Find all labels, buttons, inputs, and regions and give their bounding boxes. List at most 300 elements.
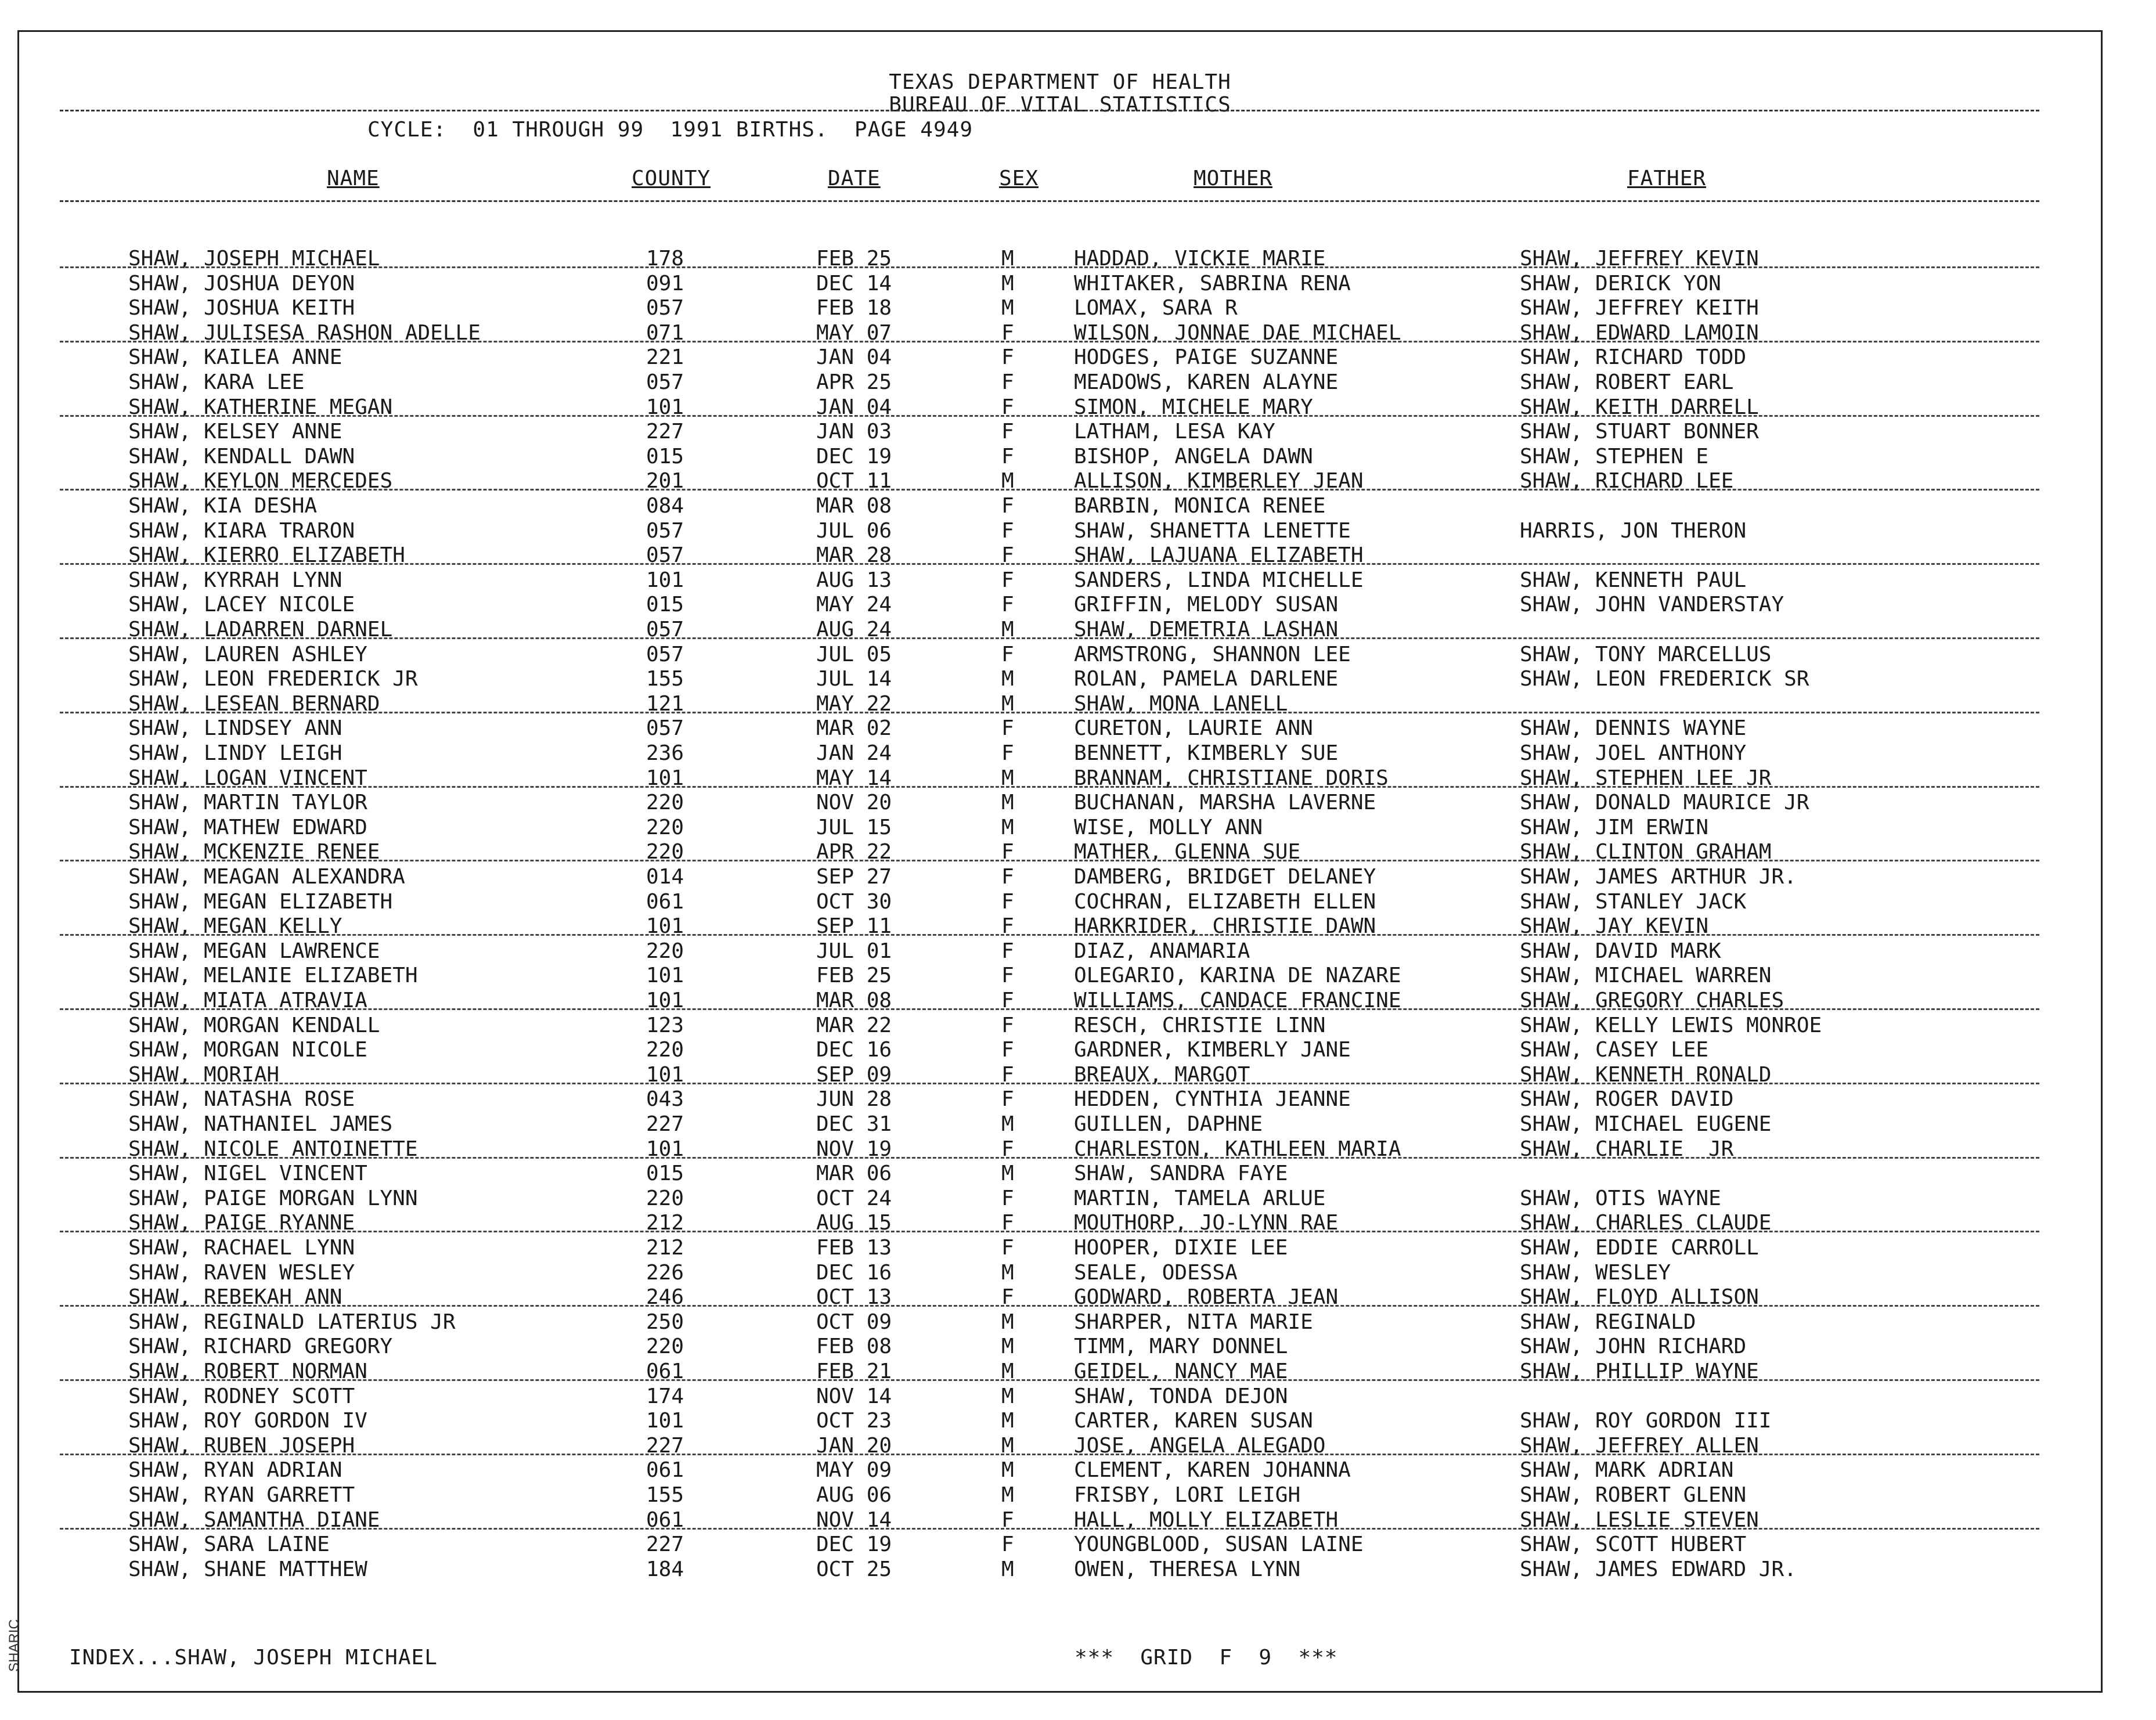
cell-county: 057 <box>646 618 684 641</box>
cell-name: SHAW, PAIGE MORGAN LYNN <box>128 1186 418 1210</box>
cell-sex: M <box>1001 791 1014 815</box>
cell-father: SHAW, JOEL ANTHONY <box>1520 741 1747 765</box>
cell-date: DEC 16 <box>816 1038 892 1062</box>
cell-name: SHAW, MARTIN TAYLOR <box>128 791 367 815</box>
cell-name: SHAW, SARA LAINE <box>128 1533 330 1557</box>
cell-county: 057 <box>646 370 684 394</box>
cell-mother: BRANNAM, CHRISTIANE DORIS <box>1074 766 1389 790</box>
cell-sex: M <box>1001 1360 1014 1383</box>
cell-mother: HOOPER, DIXIE LEE <box>1074 1236 1288 1260</box>
cell-name: SHAW, RACHAEL LYNN <box>128 1236 355 1260</box>
cell-mother: WISE, MOLLY ANN <box>1074 815 1263 839</box>
cell-father: SHAW, MARK ADRIAN <box>1520 1458 1734 1483</box>
cell-county: 236 <box>646 741 684 765</box>
cell-father: SHAW, LESLIE STEVEN <box>1520 1508 1759 1532</box>
table-row <box>19 1384 2101 1409</box>
cell-name: SHAW, KIARA TRARON <box>128 518 355 543</box>
cell-father: SHAW, JIM ERWIN <box>1520 815 1709 839</box>
table-row <box>19 964 2101 989</box>
cell-father: SHAW, CHARLIE JR <box>1520 1137 1734 1161</box>
table-row <box>19 741 2101 766</box>
cell-name: SHAW, KATHERINE MEGAN <box>128 395 393 419</box>
cell-mother: MOUTHORP, JO-LYNN RAE <box>1074 1211 1339 1235</box>
cell-sex: M <box>1001 247 1014 271</box>
cell-date: NOV 14 <box>816 1508 892 1532</box>
cell-name: SHAW, MELANIE ELIZABETH <box>128 964 418 988</box>
cell-county: 201 <box>646 469 684 493</box>
table-row <box>19 1360 2101 1384</box>
cell-mother: CARTER, KAREN SUSAN <box>1074 1409 1313 1433</box>
table-row <box>19 568 2101 593</box>
cell-sex: M <box>1001 1335 1014 1359</box>
table-row <box>19 1434 2101 1459</box>
table-row <box>19 1310 2101 1335</box>
cell-county: 057 <box>646 716 684 741</box>
cell-mother: DAMBERG, BRIDGET DELANEY <box>1074 865 1376 889</box>
cell-mother: SIMON, MICHELE MARY <box>1074 395 1313 419</box>
cell-sex: F <box>1001 568 1014 592</box>
cell-name: SHAW, NATASHA ROSE <box>128 1087 355 1112</box>
cell-sex: M <box>1001 1433 1014 1458</box>
cell-father: SHAW, LEON FREDERICK SR <box>1520 667 1809 691</box>
table-row <box>19 469 2101 494</box>
cell-date: SEP 09 <box>816 1062 892 1087</box>
cell-mother: DIAZ, ANAMARIA <box>1074 939 1250 963</box>
cell-name: SHAW, MCKENZIE RENEE <box>128 840 380 864</box>
cell-mother: MARTIN, TAMELA ARLUE <box>1074 1186 1326 1210</box>
cell-county: 071 <box>646 320 684 345</box>
cell-date: OCT 23 <box>816 1409 892 1433</box>
cell-mother: COCHRAN, ELIZABETH ELLEN <box>1074 889 1376 914</box>
cell-mother: GEIDEL, NANCY MAE <box>1074 1360 1288 1383</box>
index-footer: INDEX...SHAW, JOSEPH MICHAEL <box>69 1646 438 1669</box>
table-row <box>19 1014 2101 1039</box>
cell-mother: MEADOWS, KAREN ALAYNE <box>1074 370 1339 394</box>
cell-county: 101 <box>646 568 684 592</box>
cell-sex: M <box>1001 1557 1014 1581</box>
cell-sex: F <box>1001 741 1014 765</box>
cell-name: SHAW, NIGEL VINCENT <box>128 1162 367 1186</box>
cell-date: DEC 16 <box>816 1260 892 1285</box>
cell-father: SHAW, MICHAEL EUGENE <box>1520 1112 1772 1136</box>
table-row <box>19 1063 2101 1088</box>
cell-father: HARRIS, JON THERON <box>1520 518 1747 543</box>
cell-sex: F <box>1001 1137 1014 1161</box>
cell-mother: WILSON, JONNAE DAE MICHAEL <box>1074 320 1401 345</box>
cell-father: SHAW, WESLEY <box>1520 1260 1671 1285</box>
cell-mother: WILLIAMS, CANDACE FRANCINE <box>1074 989 1401 1012</box>
table-row <box>19 519 2101 544</box>
cell-father: SHAW, RICHARD TODD <box>1520 345 1747 370</box>
cell-county: 061 <box>646 889 684 914</box>
table-row <box>19 643 2101 668</box>
cell-county: 220 <box>646 1038 684 1062</box>
cell-date: MAY 14 <box>816 766 892 790</box>
table-row <box>19 1409 2101 1434</box>
grid-footer: *** GRID F 9 *** <box>1075 1646 1338 1669</box>
cell-sex: F <box>1001 1087 1014 1112</box>
cell-county: 061 <box>646 1458 684 1483</box>
cell-name: SHAW, LEON FREDERICK JR <box>128 667 418 691</box>
cell-county: 227 <box>646 1112 684 1136</box>
cell-father: SHAW, STEPHEN E <box>1520 444 1709 468</box>
cell-name: SHAW, MORIAH <box>128 1062 280 1087</box>
cell-county: 221 <box>646 345 684 370</box>
table-row <box>19 420 2101 445</box>
header-rule <box>60 200 2039 202</box>
cell-sex: F <box>1001 494 1014 518</box>
cell-mother: SHAW, SHANETTA LENETTE <box>1074 518 1351 543</box>
table-row <box>19 1285 2101 1310</box>
cell-mother: SHAW, LAJUANA ELIZABETH <box>1074 543 1364 568</box>
cell-mother: GARDNER, KIMBERLY JANE <box>1074 1038 1351 1062</box>
cell-name: SHAW, JULISESA RASHON ADELLE <box>128 320 481 345</box>
cell-date: NOV 20 <box>816 791 892 815</box>
cell-county: 101 <box>646 1137 684 1161</box>
cell-mother: LOMAX, SARA R <box>1074 296 1238 320</box>
cell-father: SHAW, JEFFREY KEITH <box>1520 296 1759 320</box>
cell-date: AUG 24 <box>816 618 892 641</box>
cell-date: FEB 25 <box>816 247 892 271</box>
cell-name: SHAW, RICHARD GREGORY <box>128 1335 393 1359</box>
cell-county: 174 <box>646 1384 684 1408</box>
cell-sex: F <box>1001 1211 1014 1235</box>
cell-name: SHAW, ROBERT NORMAN <box>128 1360 367 1383</box>
cell-date: JAN 04 <box>816 395 892 419</box>
cell-name: SHAW, LAUREN ASHLEY <box>128 642 367 666</box>
cell-mother: SANDERS, LINDA MICHELLE <box>1074 568 1364 592</box>
cell-name: SHAW, KIERRO ELIZABETH <box>128 543 405 568</box>
cell-sex: F <box>1001 345 1014 370</box>
cell-sex: M <box>1001 1112 1014 1136</box>
cell-date: MAY 24 <box>816 593 892 617</box>
cell-name: SHAW, KYRRAH LYNN <box>128 568 342 592</box>
table-row <box>19 791 2101 816</box>
table-row <box>19 716 2101 741</box>
cell-date: JUL 06 <box>816 518 892 543</box>
cell-name: SHAW, KELSEY ANNE <box>128 420 342 444</box>
cell-mother: SHAW, TONDA DEJON <box>1074 1384 1288 1408</box>
cell-name: SHAW, RYAN ADRIAN <box>128 1458 342 1483</box>
table-row <box>19 395 2101 420</box>
cell-date: JAN 04 <box>816 345 892 370</box>
cell-name: SHAW, KEYLON MERCEDES <box>128 469 393 493</box>
column-header-mother: MOTHER <box>1194 167 1273 190</box>
cell-father: SHAW, STEPHEN LEE JR <box>1520 766 1772 790</box>
cell-date: JAN 24 <box>816 741 892 765</box>
cell-date: DEC 19 <box>816 1533 892 1557</box>
cell-date: OCT 13 <box>816 1285 892 1310</box>
cell-county: 015 <box>646 1162 684 1186</box>
cell-father: SHAW, STANLEY JACK <box>1520 889 1747 914</box>
cell-county: 220 <box>646 1335 684 1359</box>
cell-name: SHAW, MEGAN LAWRENCE <box>128 939 380 963</box>
cell-county: 061 <box>646 1508 684 1532</box>
table-row <box>19 370 2101 395</box>
cell-name: SHAW, LINDSEY ANN <box>128 716 342 741</box>
cell-county: 227 <box>646 1433 684 1458</box>
cell-father: SHAW, TONY MARCELLUS <box>1520 642 1772 666</box>
cell-father: SHAW, EDWARD LAMOIN <box>1520 320 1759 345</box>
cell-county: 155 <box>646 667 684 691</box>
table-row <box>19 1533 2101 1557</box>
cell-date: JUL 01 <box>816 939 892 963</box>
cell-sex: M <box>1001 1483 1014 1507</box>
table-row <box>19 445 2101 470</box>
cell-father: SHAW, ROBERT EARL <box>1520 370 1734 394</box>
cell-county: 123 <box>646 1013 684 1037</box>
cell-name: SHAW, PAIGE RYANNE <box>128 1211 355 1235</box>
cell-county: 014 <box>646 865 684 889</box>
table-row <box>19 989 2101 1014</box>
cell-sex: F <box>1001 716 1014 741</box>
table-row <box>19 667 2101 692</box>
cell-sex: F <box>1001 1062 1014 1087</box>
cell-date: NOV 14 <box>816 1384 892 1408</box>
cell-date: SEP 11 <box>816 914 892 939</box>
cell-father: SHAW, JOHN VANDERSTAY <box>1520 593 1784 617</box>
cell-sex: F <box>1001 1236 1014 1260</box>
cell-date: NOV 19 <box>816 1137 892 1161</box>
cell-date: JUN 28 <box>816 1087 892 1112</box>
cell-father: SHAW, KENNETH RONALD <box>1520 1062 1772 1087</box>
cell-mother: HEDDEN, CYNTHIA JEANNE <box>1074 1087 1351 1112</box>
cell-name: SHAW, JOSHUA DEYON <box>128 271 355 295</box>
cell-county: 057 <box>646 642 684 666</box>
table-row <box>19 1112 2101 1137</box>
cell-date: FEB 21 <box>816 1360 892 1383</box>
cell-father: SHAW, STUART BONNER <box>1520 420 1759 444</box>
cell-county: 220 <box>646 1186 684 1210</box>
cell-county: 246 <box>646 1285 684 1310</box>
cell-mother: FRISBY, LORI LEIGH <box>1074 1483 1301 1507</box>
cell-county: 101 <box>646 1062 684 1087</box>
cell-sex: F <box>1001 989 1014 1012</box>
cell-date: MAR 08 <box>816 494 892 518</box>
cell-sex: M <box>1001 1310 1014 1334</box>
table-row <box>19 1261 2101 1286</box>
cell-sex: F <box>1001 914 1014 939</box>
cell-name: SHAW, RUBEN JOSEPH <box>128 1433 355 1458</box>
cell-sex: F <box>1001 1013 1014 1037</box>
cell-county: 155 <box>646 1483 684 1507</box>
cell-father: SHAW, DONALD MAURICE JR <box>1520 791 1809 815</box>
cell-father: SHAW, JOHN RICHARD <box>1520 1335 1747 1359</box>
column-header-county: COUNTY <box>632 167 711 190</box>
cell-mother: GUILLEN, DAPHNE <box>1074 1112 1263 1136</box>
cell-date: OCT 09 <box>816 1310 892 1334</box>
cell-sex: F <box>1001 1533 1014 1557</box>
cell-mother: MATHER, GLENNA SUE <box>1074 840 1301 864</box>
cell-date: FEB 25 <box>816 964 892 988</box>
cell-date: MAR 22 <box>816 1013 892 1037</box>
cell-county: 057 <box>646 543 684 568</box>
cell-date: MAY 09 <box>816 1458 892 1483</box>
cell-mother: BUCHANAN, MARSHA LAVERNE <box>1074 791 1376 815</box>
cell-county: 220 <box>646 815 684 839</box>
cell-name: SHAW, MATHEW EDWARD <box>128 815 367 839</box>
cell-county: 015 <box>646 593 684 617</box>
cell-father: SHAW, DERICK YON <box>1520 271 1721 295</box>
table-row <box>19 618 2101 643</box>
cell-county: 101 <box>646 1409 684 1433</box>
cell-mother: SHAW, MONA LANELL <box>1074 691 1288 716</box>
table-row <box>19 1335 2101 1360</box>
cell-name: SHAW, MEGAN ELIZABETH <box>128 889 393 914</box>
cell-date: MAR 08 <box>816 989 892 1012</box>
cell-father: SHAW, ROY GORDON III <box>1520 1409 1772 1433</box>
cell-date: SEP 27 <box>816 865 892 889</box>
cell-sex: M <box>1001 1409 1014 1433</box>
cell-name: SHAW, NICOLE ANTOINETTE <box>128 1137 418 1161</box>
birth-index-page <box>6 30 2103 1693</box>
cell-county: 220 <box>646 791 684 815</box>
table-row <box>19 543 2101 568</box>
agency-title: TEXAS DEPARTMENT OF HEALTH <box>889 70 1231 94</box>
cell-date: FEB 13 <box>816 1236 892 1260</box>
cell-father: SHAW, JEFFREY ALLEN <box>1520 1433 1759 1458</box>
table-row <box>19 939 2101 964</box>
cell-father: SHAW, EDDIE CARROLL <box>1520 1236 1759 1260</box>
cell-date: APR 25 <box>816 370 892 394</box>
cell-sex: M <box>1001 1260 1014 1285</box>
table-row <box>19 1162 2101 1187</box>
cell-name: SHAW, SHANE MATTHEW <box>128 1557 367 1581</box>
column-header-date: DATE <box>828 167 881 190</box>
table-row <box>19 816 2101 841</box>
cell-mother: WHITAKER, SABRINA RENA <box>1074 271 1351 295</box>
cell-date: JUL 15 <box>816 815 892 839</box>
cell-name: SHAW, SAMANTHA DIANE <box>128 1508 380 1532</box>
cell-date: JUL 14 <box>816 667 892 691</box>
cell-name: SHAW, LINDY LEIGH <box>128 741 342 765</box>
cell-county: 101 <box>646 766 684 790</box>
cell-mother: RESCH, CHRISTIE LINN <box>1074 1013 1326 1037</box>
table-row <box>19 1508 2101 1533</box>
cell-mother: TIMM, MARY DONNEL <box>1074 1335 1288 1359</box>
column-header-name: NAME <box>327 167 380 190</box>
cell-county: 212 <box>646 1211 684 1235</box>
cell-sex: M <box>1001 271 1014 295</box>
cell-name: SHAW, MORGAN KENDALL <box>128 1013 380 1037</box>
cell-county: 015 <box>646 444 684 468</box>
cell-father: SHAW, DENNIS WAYNE <box>1520 716 1747 741</box>
cell-county: 101 <box>646 914 684 939</box>
cell-date: MAR 06 <box>816 1162 892 1186</box>
cell-mother: BARBIN, MONICA RENEE <box>1074 494 1326 518</box>
cell-date: AUG 15 <box>816 1211 892 1235</box>
cell-mother: CHARLESTON, KATHLEEN MARIA <box>1074 1137 1401 1161</box>
cell-mother: ARMSTRONG, SHANNON LEE <box>1074 642 1351 666</box>
cell-sex: F <box>1001 840 1014 864</box>
cell-name: SHAW, LESEAN BERNARD <box>128 691 380 716</box>
cell-sex: F <box>1001 518 1014 543</box>
table-row <box>19 1187 2101 1211</box>
cell-date: FEB 08 <box>816 1335 892 1359</box>
cell-mother: HODGES, PAIGE SUZANNE <box>1074 345 1339 370</box>
cell-sex: M <box>1001 667 1014 691</box>
cell-county: 043 <box>646 1087 684 1112</box>
cell-sex: F <box>1001 1508 1014 1532</box>
cell-name: SHAW, KARA LEE <box>128 370 305 394</box>
table-row <box>19 692 2101 717</box>
cell-sex: F <box>1001 964 1014 988</box>
cell-name: SHAW, RODNEY SCOTT <box>128 1384 355 1408</box>
cell-county: 101 <box>646 964 684 988</box>
cell-father: SHAW, DAVID MARK <box>1520 939 1721 963</box>
cell-sex: M <box>1001 296 1014 320</box>
cell-sex: F <box>1001 543 1014 568</box>
table-row <box>19 272 2101 297</box>
cell-father: SHAW, KENNETH PAUL <box>1520 568 1747 592</box>
cell-county: 220 <box>646 939 684 963</box>
cell-father: SHAW, JAMES ARTHUR JR. <box>1520 865 1797 889</box>
table-row <box>19 766 2101 791</box>
cell-date: OCT 25 <box>816 1557 892 1581</box>
cell-county: 227 <box>646 420 684 444</box>
cell-sex: M <box>1001 691 1014 716</box>
cell-father: SHAW, KEITH DARRELL <box>1520 395 1759 419</box>
cell-name: SHAW, ROY GORDON IV <box>128 1409 367 1433</box>
cell-date: MAR 02 <box>816 716 892 741</box>
cell-father: SHAW, KELLY LEWIS MONROE <box>1520 1013 1822 1037</box>
cell-mother: CLEMENT, KAREN JOHANNA <box>1074 1458 1351 1483</box>
cell-date: JAN 20 <box>816 1433 892 1458</box>
cell-county: 220 <box>646 840 684 864</box>
column-header-sex: SEX <box>999 167 1039 190</box>
cell-sex: F <box>1001 593 1014 617</box>
cell-father: SHAW, MICHAEL WARREN <box>1520 964 1772 988</box>
cell-father: SHAW, FLOYD ALLISON <box>1520 1285 1759 1310</box>
cell-county: 057 <box>646 296 684 320</box>
cell-father: SHAW, JEFFREY KEVIN <box>1520 247 1759 271</box>
cell-date: APR 22 <box>816 840 892 864</box>
cell-date: FEB 18 <box>816 296 892 320</box>
cell-name: SHAW, MEGAN KELLY <box>128 914 342 939</box>
cell-county: 084 <box>646 494 684 518</box>
table-row <box>19 1038 2101 1063</box>
cell-father: SHAW, JAMES EDWARD JR. <box>1520 1557 1797 1581</box>
cell-sex: M <box>1001 1384 1014 1408</box>
cell-name: SHAW, RAVEN WESLEY <box>128 1260 355 1285</box>
cell-date: OCT 11 <box>816 469 892 493</box>
cell-sex: M <box>1001 469 1014 493</box>
cell-name: SHAW, JOSEPH MICHAEL <box>128 247 380 271</box>
cell-sex: F <box>1001 395 1014 419</box>
cell-sex: M <box>1001 618 1014 641</box>
cell-sex: F <box>1001 1038 1014 1062</box>
cell-county: 184 <box>646 1557 684 1581</box>
cell-sex: F <box>1001 642 1014 666</box>
cell-father: SHAW, CLINTON GRAHAM <box>1520 840 1772 864</box>
cell-sex: M <box>1001 1458 1014 1483</box>
cell-date: JUL 05 <box>816 642 892 666</box>
cell-mother: HADDAD, VICKIE MARIE <box>1074 247 1326 271</box>
cell-name: SHAW, MORGAN NICOLE <box>128 1038 367 1062</box>
cell-mother: BREAUX, MARGOT <box>1074 1062 1250 1087</box>
cell-name: SHAW, RYAN GARRETT <box>128 1483 355 1507</box>
cell-name: SHAW, NATHANIEL JAMES <box>128 1112 393 1136</box>
title-rule <box>60 110 2039 111</box>
cell-sex: F <box>1001 444 1014 468</box>
cell-sex: F <box>1001 939 1014 963</box>
cell-father: SHAW, SCOTT HUBERT <box>1520 1533 1747 1557</box>
cell-mother: JOSE, ANGELA ALEGADO <box>1074 1433 1326 1458</box>
cell-county: 091 <box>646 271 684 295</box>
cell-sex: M <box>1001 1162 1014 1186</box>
cell-county: 061 <box>646 1360 684 1383</box>
cell-father: SHAW, CASEY LEE <box>1520 1038 1709 1062</box>
